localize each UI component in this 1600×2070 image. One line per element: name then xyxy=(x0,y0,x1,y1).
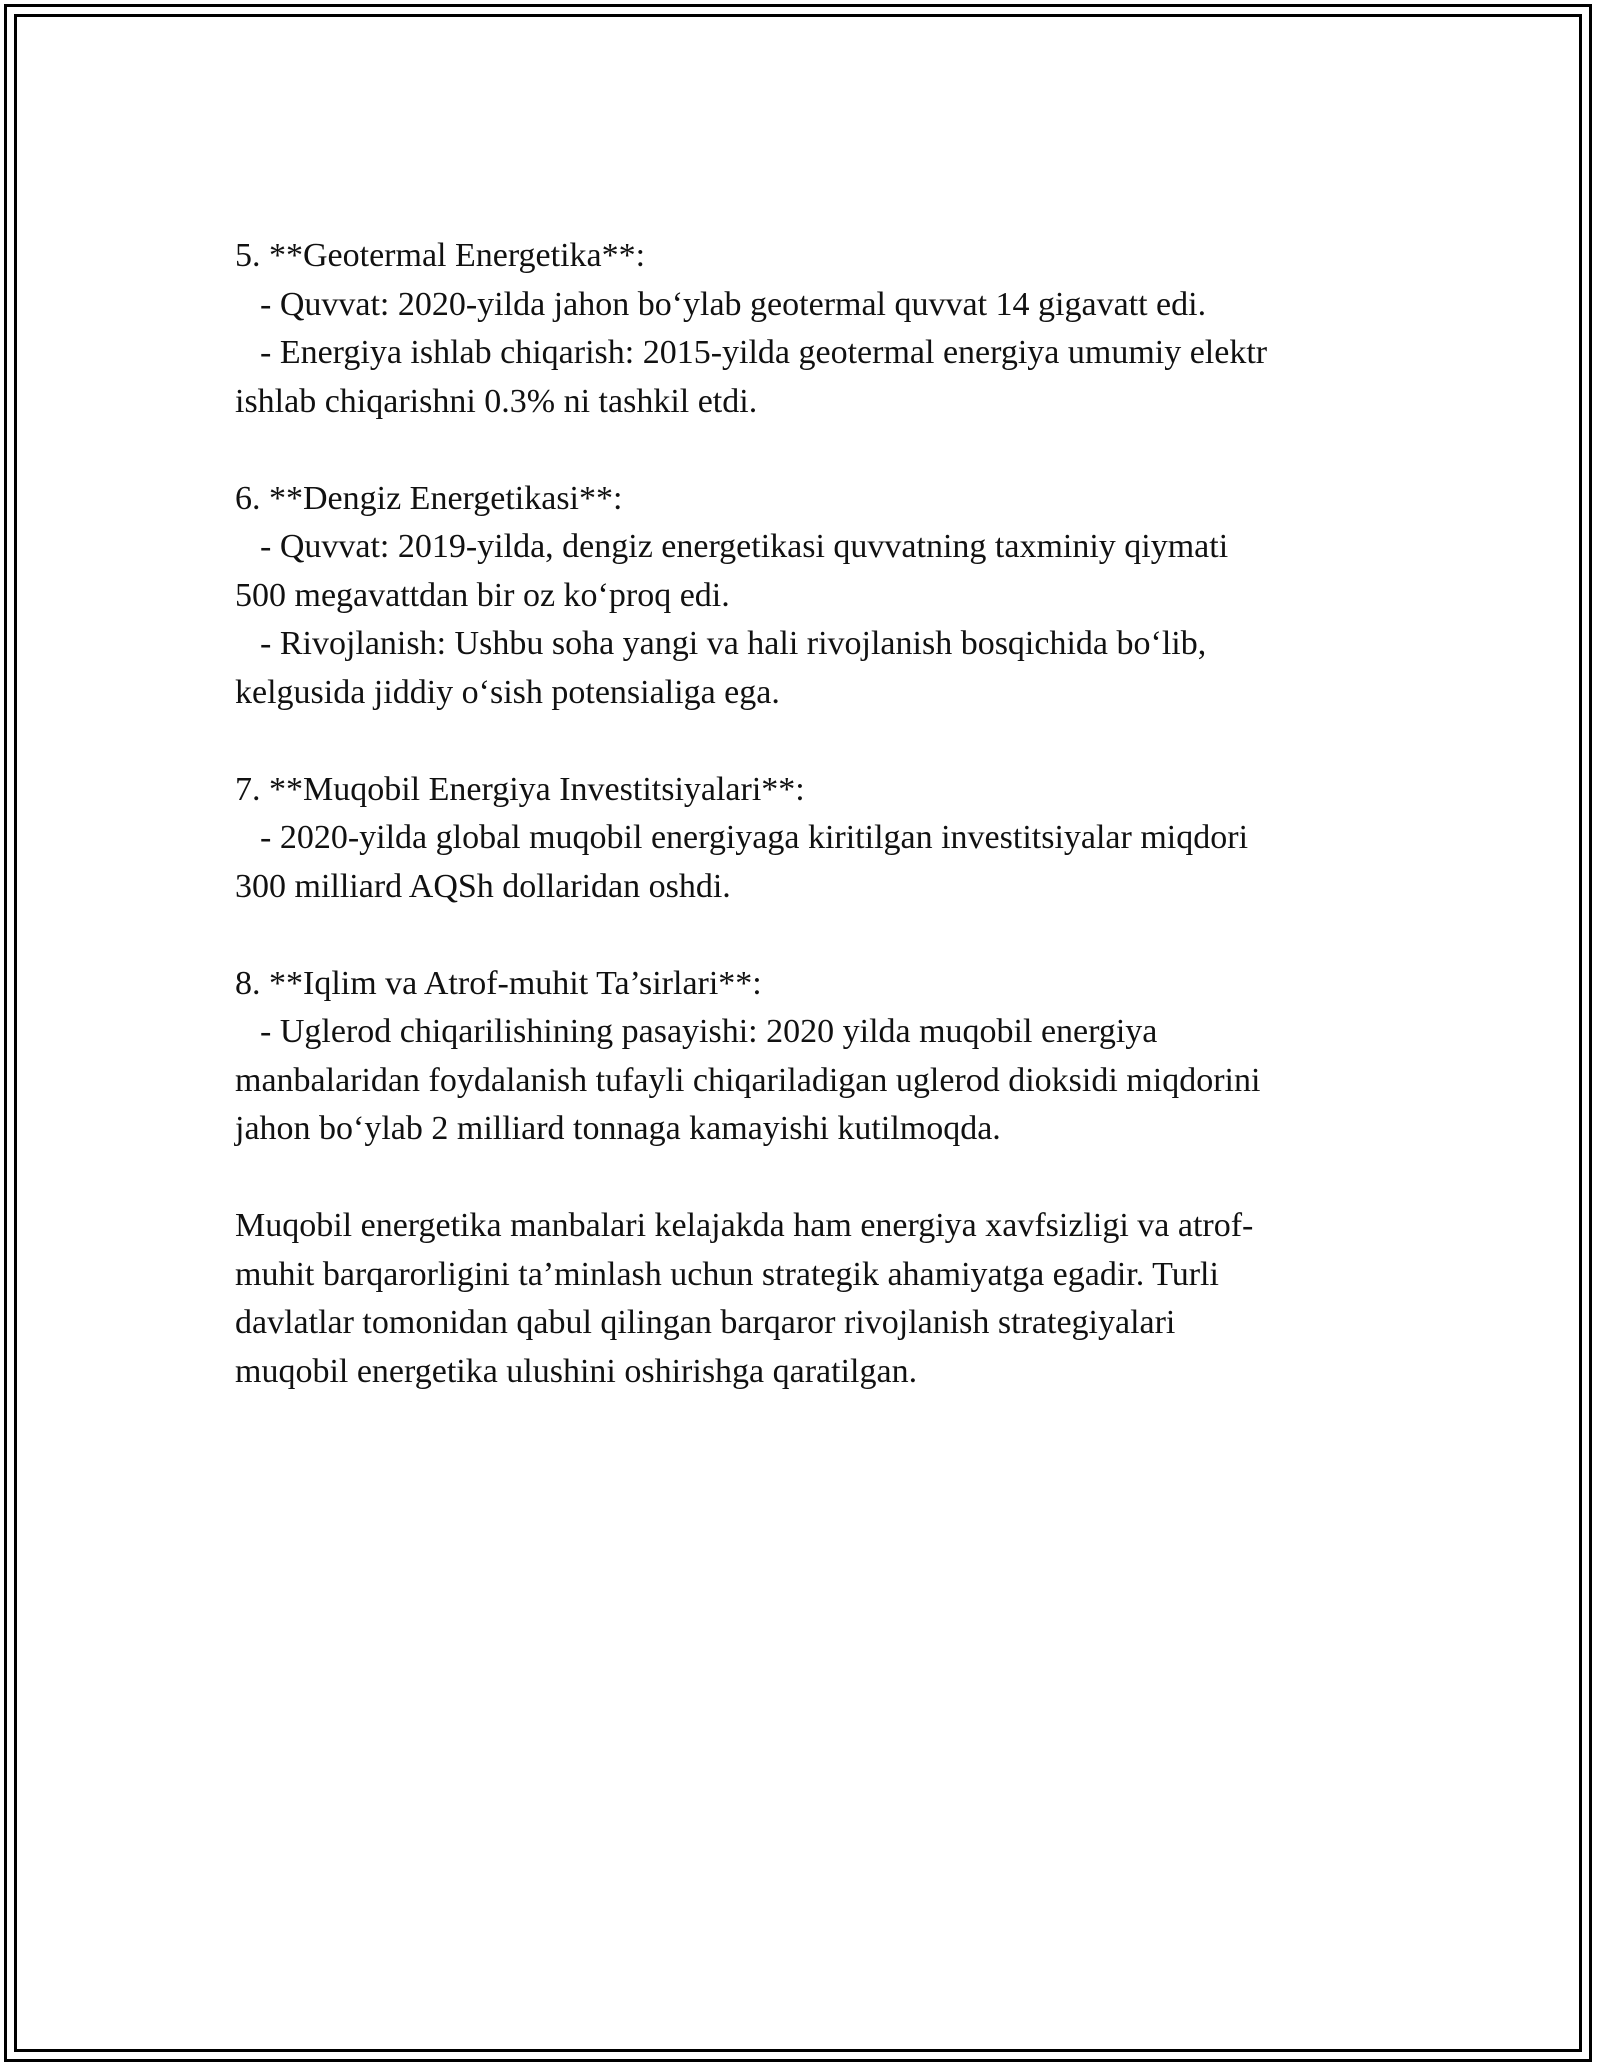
section-investments xyxy=(235,766,1365,912)
document-body xyxy=(235,232,1365,1396)
bullet-line: - Quvvat: 2020-yilda jahon bo‘ylab geotermal quvvat 14 gigavatt edi. xyxy=(260,285,1207,323)
bullet-continuation: 500 megavattdan bir oz ko‘proq edi. xyxy=(235,576,730,614)
bullet-continuation: kelgusida jiddiy o‘sish potensialiga ega. xyxy=(235,673,780,711)
section-heading: 7. **Muqobil Energiya Investitsiyalari**: xyxy=(235,770,805,808)
bullet-line: - Energiya ishlab chiqarish: 2015-yilda geotermal energiya umumiy elektr xyxy=(260,334,1268,371)
section-heading: 5. **Geotermal Energetika**: xyxy=(235,237,646,274)
bullet-continuation: manbalaridan foydalanish tufayli chiqariladigan uglerod dioksidi miqdorini xyxy=(235,1061,1261,1099)
bullet-line: - Uglerod chiqarilishining pasayishi: 2020 yilda muqobil energiya xyxy=(260,1013,1158,1050)
closing-line: Muqobil energetika manbalari kelajakda ham energiya xavfsizligi va atrof- xyxy=(235,1207,1254,1244)
closing-line: davlatlar tomonidan qabul qilingan barqaror rivojlanish strategiyalari xyxy=(235,1304,1176,1341)
section-geothermal xyxy=(235,232,1365,426)
bullet-line: - Quvvat: 2019-yilda, dengiz energetikasi quvvatning taxminiy qiymati xyxy=(260,528,1229,565)
bullet-continuation: 300 milliard AQSh dollaridan oshdi. xyxy=(235,867,731,905)
closing-line: muqobil energetika ulushini oshirishga qaratilgan. xyxy=(235,1352,918,1390)
section-heading: 8. **Iqlim va Atrof-muhit Ta’sirlari**: xyxy=(235,964,762,1002)
section-climate xyxy=(235,960,1365,1154)
bullet-line: - 2020-yilda global muqobil energiyaga kiritilgan investitsiyalar miqdori xyxy=(260,819,1249,856)
section-heading: 6. **Dengiz Energetikasi**: xyxy=(235,479,623,517)
closing-line: muhit barqarorligini ta’minlash uchun strategik ahamiyatga egadir. Turli xyxy=(235,1255,1219,1293)
bullet-line: - Rivojlanish: Ushbu soha yangi va hali rivojlanish bosqichida bo‘lib, xyxy=(260,625,1207,662)
closing-paragraph xyxy=(235,1202,1365,1396)
section-marine xyxy=(235,475,1365,718)
bullet-continuation: jahon bo‘ylab 2 milliard tonnaga kamayishi kutilmoqda. xyxy=(235,1110,1001,1147)
bullet-continuation: ishlab chiqarishni 0.3% ni tashkil etdi. xyxy=(235,382,758,420)
